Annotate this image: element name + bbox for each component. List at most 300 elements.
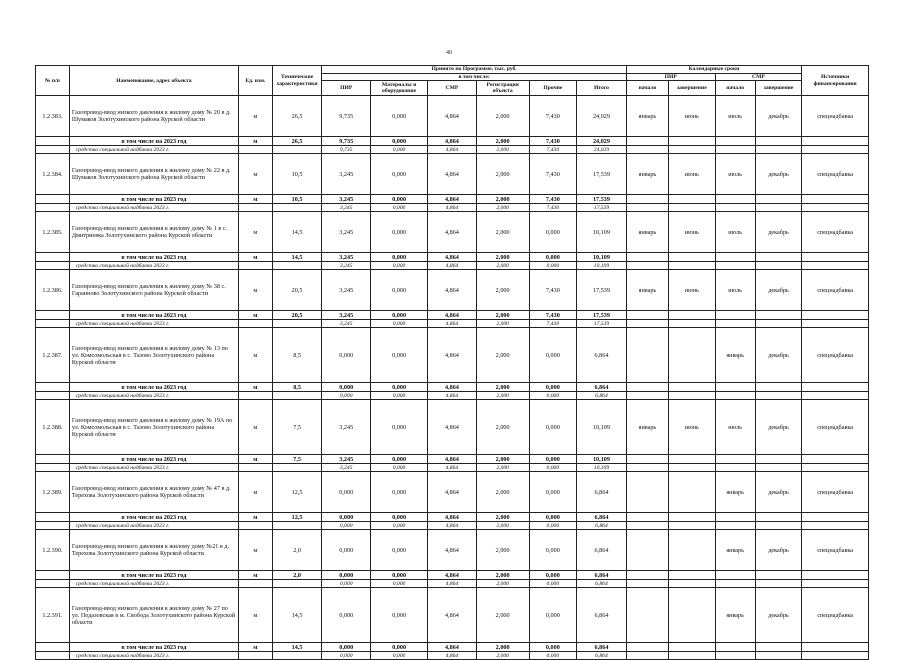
registration-cell: 2,000 bbox=[476, 643, 529, 652]
total-cell: 17,539 bbox=[577, 270, 627, 311]
tech-cell: 26,5 bbox=[272, 96, 322, 137]
table-body bbox=[36, 96, 869, 660]
materials-cell: 0,000 bbox=[371, 212, 428, 253]
smr-cell: 4,864 bbox=[428, 270, 477, 311]
smr-start-cell: январь bbox=[715, 588, 755, 643]
empty-cell bbox=[272, 580, 322, 588]
empty-cell bbox=[36, 652, 70, 660]
materials-cell: 0,000 bbox=[371, 195, 428, 204]
pir-cell: 3,245 bbox=[322, 455, 371, 464]
empty-cell bbox=[802, 320, 869, 328]
program-table bbox=[35, 65, 869, 660]
registration-cell: 2,000 bbox=[476, 513, 529, 522]
table-row bbox=[36, 96, 869, 137]
empty-cell bbox=[238, 320, 272, 328]
subtotal-row bbox=[36, 455, 869, 464]
registration-cell: 2,000 bbox=[476, 137, 529, 146]
empty-cell bbox=[755, 522, 802, 530]
other-cell: 0,000 bbox=[529, 513, 577, 522]
empty-cell bbox=[626, 311, 668, 320]
pir-cell: 0,000 bbox=[322, 522, 371, 530]
tech-cell: 7,5 bbox=[272, 400, 322, 455]
smr-cell: 4,864 bbox=[428, 643, 477, 652]
empty-cell bbox=[802, 455, 869, 464]
other-cell: 0,000 bbox=[529, 400, 577, 455]
unit-cell: м bbox=[238, 195, 272, 204]
pir-cell: 3,245 bbox=[322, 320, 371, 328]
empty-cell bbox=[626, 204, 668, 212]
unit-cell: м bbox=[238, 328, 272, 383]
funding-label: средства специальной надбавки 2023 г. bbox=[69, 262, 238, 270]
registration-cell: 2,000 bbox=[476, 652, 529, 660]
row-number: 1.2.384. bbox=[36, 154, 70, 195]
smr-end-cell: декабрь bbox=[755, 328, 802, 383]
tech-cell: 20,5 bbox=[272, 270, 322, 311]
empty-cell bbox=[755, 311, 802, 320]
unit-cell: м bbox=[238, 472, 272, 513]
object-name: Газопровод-ввод низкого давления к жилому дому № 1 в с. Дмитриевка Золотухинского района Курской области bbox=[69, 212, 238, 253]
empty-cell bbox=[755, 146, 802, 154]
empty-cell bbox=[36, 204, 70, 212]
subtotal-label: в том числе на 2023 год bbox=[69, 455, 238, 464]
empty-cell bbox=[238, 146, 272, 154]
smr-start-cell: июль bbox=[715, 400, 755, 455]
subtotal-label: в том числе на 2023 год bbox=[69, 383, 238, 392]
empty-cell bbox=[755, 137, 802, 146]
other-cell: 0,000 bbox=[529, 522, 577, 530]
pir-cell: 3,245 bbox=[322, 262, 371, 270]
registration-cell: 2,000 bbox=[476, 311, 529, 320]
other-cell: 7,430 bbox=[529, 146, 577, 154]
tech-cell: 14,5 bbox=[272, 588, 322, 643]
row-number: 1.2.391. bbox=[36, 588, 70, 643]
materials-cell: 0,000 bbox=[371, 643, 428, 652]
pir-end-cell: июнь bbox=[669, 270, 716, 311]
empty-cell bbox=[715, 580, 755, 588]
subtotal-label: в том числе на 2023 год bbox=[69, 643, 238, 652]
col-materials: Материалы и оборудование bbox=[371, 81, 428, 96]
empty-cell bbox=[802, 383, 869, 392]
table-row bbox=[36, 530, 869, 571]
pir-end-cell: июнь bbox=[669, 96, 716, 137]
empty-cell bbox=[755, 320, 802, 328]
col-pir: ПИР bbox=[322, 81, 371, 96]
tech-cell: 12,5 bbox=[272, 472, 322, 513]
object-name: Газопровод-ввод низкого давления к жилому дому № 47 в д. Терехова Золотухинского района Курской области bbox=[69, 472, 238, 513]
empty-cell bbox=[36, 522, 70, 530]
pir-cell: 3,245 bbox=[322, 270, 371, 311]
smr-cell: 4,864 bbox=[428, 464, 477, 472]
smr-cell: 4,864 bbox=[428, 400, 477, 455]
empty-cell bbox=[272, 392, 322, 400]
registration-cell: 2,000 bbox=[476, 154, 529, 195]
total-cell: 6,864 bbox=[577, 571, 627, 580]
registration-cell: 2,000 bbox=[476, 96, 529, 137]
total-cell: 10,109 bbox=[577, 212, 627, 253]
pir-end-cell: июнь bbox=[669, 154, 716, 195]
pir-end-cell bbox=[669, 588, 716, 643]
registration-cell: 2,000 bbox=[476, 270, 529, 311]
row-number: 1.2.386. bbox=[36, 270, 70, 311]
table-row bbox=[36, 154, 869, 195]
col-pir-end: завершение bbox=[669, 81, 716, 96]
col-including: в том числе: bbox=[322, 74, 626, 81]
smr-cell: 4,864 bbox=[428, 262, 477, 270]
other-cell: 0,000 bbox=[529, 392, 577, 400]
smr-cell: 4,864 bbox=[428, 320, 477, 328]
empty-cell bbox=[36, 571, 70, 580]
tech-cell: 12,5 bbox=[272, 513, 322, 522]
unit-cell: м bbox=[238, 588, 272, 643]
materials-cell: 0,000 bbox=[371, 513, 428, 522]
empty-cell bbox=[715, 522, 755, 530]
col-source: Источники финансирования bbox=[802, 66, 869, 96]
smr-cell: 4,864 bbox=[428, 137, 477, 146]
col-num: № п/п bbox=[36, 66, 70, 96]
empty-cell bbox=[626, 571, 668, 580]
pir-cell: 0,000 bbox=[322, 530, 371, 571]
smr-end-cell: декабрь bbox=[755, 212, 802, 253]
empty-cell bbox=[272, 262, 322, 270]
empty-cell bbox=[272, 464, 322, 472]
pir-start-cell: январь bbox=[626, 212, 668, 253]
empty-cell bbox=[272, 146, 322, 154]
other-cell: 0,000 bbox=[529, 472, 577, 513]
empty-cell bbox=[715, 311, 755, 320]
empty-cell bbox=[272, 522, 322, 530]
empty-cell bbox=[802, 137, 869, 146]
empty-cell bbox=[272, 204, 322, 212]
empty-cell bbox=[802, 652, 869, 660]
table-row bbox=[36, 472, 869, 513]
table-row bbox=[36, 270, 869, 311]
object-name: Газопровод-ввод низкого давления к жилому дому № 27 по ул. Подазовская в м. Свобода Золотухинского района Курской области bbox=[69, 588, 238, 643]
empty-cell bbox=[626, 522, 668, 530]
row-number: 1.2.387. bbox=[36, 328, 70, 383]
object-name: Газопровод-ввод низкого давления к жилому дому № 20 в д. Шумаков Золотухинского района Курской области bbox=[69, 96, 238, 137]
funding-label: средства специальной надбавки 2023 г. bbox=[69, 464, 238, 472]
empty-cell bbox=[626, 455, 668, 464]
empty-cell bbox=[626, 643, 668, 652]
pir-start-cell bbox=[626, 328, 668, 383]
materials-cell: 0,000 bbox=[371, 328, 428, 383]
empty-cell bbox=[755, 383, 802, 392]
empty-cell bbox=[802, 580, 869, 588]
smr-cell: 4,864 bbox=[428, 580, 477, 588]
other-cell: 0,000 bbox=[529, 588, 577, 643]
smr-cell: 4,864 bbox=[428, 383, 477, 392]
materials-cell: 0,000 bbox=[371, 464, 428, 472]
empty-cell bbox=[669, 195, 716, 204]
subtotal-row bbox=[36, 253, 869, 262]
funding-row bbox=[36, 464, 869, 472]
empty-cell bbox=[755, 652, 802, 660]
empty-cell bbox=[802, 571, 869, 580]
col-total: Итого bbox=[577, 81, 627, 96]
total-cell: 6,864 bbox=[577, 513, 627, 522]
object-name: Газопровод-ввод низкого давления к жилому дому № 22 в д. Шумаков Золотухинского района Курской области bbox=[69, 154, 238, 195]
other-cell: 7,430 bbox=[529, 311, 577, 320]
subtotal-label: в том числе на 2023 год bbox=[69, 513, 238, 522]
total-cell: 6,864 bbox=[577, 522, 627, 530]
tech-cell: 14,5 bbox=[272, 253, 322, 262]
smr-end-cell: декабрь bbox=[755, 472, 802, 513]
table-row bbox=[36, 328, 869, 383]
empty-cell bbox=[238, 392, 272, 400]
unit-cell: м bbox=[238, 400, 272, 455]
empty-cell bbox=[238, 204, 272, 212]
col-smr-end: завершение bbox=[755, 81, 802, 96]
empty-cell bbox=[238, 652, 272, 660]
materials-cell: 0,000 bbox=[371, 580, 428, 588]
col-smr: СМР bbox=[428, 81, 477, 96]
col-tech: Технические характеристики bbox=[272, 66, 322, 96]
registration-cell: 2,000 bbox=[476, 588, 529, 643]
source-cell: спецнадбавка bbox=[802, 328, 869, 383]
registration-cell: 2,000 bbox=[476, 530, 529, 571]
subtotal-row bbox=[36, 643, 869, 652]
materials-cell: 0,000 bbox=[371, 137, 428, 146]
col-unit: Ед. изм. bbox=[238, 66, 272, 96]
smr-end-cell: декабрь bbox=[755, 530, 802, 571]
total-cell: 6,864 bbox=[577, 580, 627, 588]
empty-cell bbox=[669, 643, 716, 652]
funding-label: средства специальной надбавки 2023 г. bbox=[69, 580, 238, 588]
tech-cell: 14,5 bbox=[272, 212, 322, 253]
tech-cell: 10,5 bbox=[272, 154, 322, 195]
other-cell: 0,000 bbox=[529, 253, 577, 262]
empty-cell bbox=[802, 204, 869, 212]
col-schedule: Календарные сроки bbox=[626, 66, 801, 74]
empty-cell bbox=[802, 643, 869, 652]
pir-start-cell: январь bbox=[626, 96, 668, 137]
empty-cell bbox=[669, 262, 716, 270]
total-cell: 6,864 bbox=[577, 530, 627, 571]
smr-cell: 4,864 bbox=[428, 96, 477, 137]
empty-cell bbox=[36, 455, 70, 464]
empty-cell bbox=[755, 464, 802, 472]
tech-cell: 20,5 bbox=[272, 311, 322, 320]
empty-cell bbox=[626, 262, 668, 270]
empty-cell bbox=[755, 195, 802, 204]
source-cell: спецнадбавка bbox=[802, 472, 869, 513]
pir-end-cell bbox=[669, 472, 716, 513]
empty-cell bbox=[36, 137, 70, 146]
pir-cell: 3,245 bbox=[322, 400, 371, 455]
other-cell: 0,000 bbox=[529, 212, 577, 253]
empty-cell bbox=[802, 513, 869, 522]
other-cell: 7,430 bbox=[529, 96, 577, 137]
pir-end-cell bbox=[669, 328, 716, 383]
smr-start-cell: июль bbox=[715, 212, 755, 253]
funding-label: средства специальной надбавки 2023 г. bbox=[69, 146, 238, 154]
materials-cell: 0,000 bbox=[371, 652, 428, 660]
empty-cell bbox=[715, 464, 755, 472]
empty-cell bbox=[36, 580, 70, 588]
materials-cell: 0,000 bbox=[371, 588, 428, 643]
empty-cell bbox=[626, 146, 668, 154]
smr-end-cell: декабрь bbox=[755, 96, 802, 137]
row-number: 1.2.390. bbox=[36, 530, 70, 571]
materials-cell: 0,000 bbox=[371, 383, 428, 392]
unit-cell: м bbox=[238, 137, 272, 146]
pir-end-cell: июнь bbox=[669, 400, 716, 455]
empty-cell bbox=[626, 320, 668, 328]
materials-cell: 0,000 bbox=[371, 455, 428, 464]
empty-cell bbox=[715, 253, 755, 262]
total-cell: 10,109 bbox=[577, 400, 627, 455]
registration-cell: 2,000 bbox=[476, 204, 529, 212]
source-cell: спецнадбавка bbox=[802, 212, 869, 253]
col-pir-start: начало bbox=[626, 81, 668, 96]
materials-cell: 0,000 bbox=[371, 400, 428, 455]
pir-cell: 0,000 bbox=[322, 383, 371, 392]
empty-cell bbox=[802, 195, 869, 204]
row-number: 1.2.389. bbox=[36, 472, 70, 513]
unit-cell: м bbox=[238, 253, 272, 262]
empty-cell bbox=[715, 195, 755, 204]
materials-cell: 0,000 bbox=[371, 253, 428, 262]
tech-cell: 14,5 bbox=[272, 643, 322, 652]
unit-cell: м bbox=[238, 643, 272, 652]
table-row bbox=[36, 400, 869, 455]
unit-cell: м bbox=[238, 212, 272, 253]
pir-cell: 3,245 bbox=[322, 311, 371, 320]
tech-cell: 8,5 bbox=[272, 383, 322, 392]
materials-cell: 0,000 bbox=[371, 320, 428, 328]
row-number: 1.2.385. bbox=[36, 212, 70, 253]
registration-cell: 2,000 bbox=[476, 580, 529, 588]
table-row bbox=[36, 588, 869, 643]
smr-start-cell: июль bbox=[715, 154, 755, 195]
tech-cell: 26,5 bbox=[272, 137, 322, 146]
other-cell: 0,000 bbox=[529, 530, 577, 571]
registration-cell: 2,000 bbox=[476, 146, 529, 154]
other-cell: 7,430 bbox=[529, 195, 577, 204]
empty-cell bbox=[802, 262, 869, 270]
empty-cell bbox=[715, 455, 755, 464]
source-cell: спецнадбавка bbox=[802, 588, 869, 643]
subtotal-row bbox=[36, 383, 869, 392]
pir-cell: 0,000 bbox=[322, 571, 371, 580]
empty-cell bbox=[669, 580, 716, 588]
subtotal-label: в том числе на 2023 год bbox=[69, 253, 238, 262]
col-smr-start: начало bbox=[715, 81, 755, 96]
registration-cell: 2,000 bbox=[476, 253, 529, 262]
smr-start-cell: январь bbox=[715, 530, 755, 571]
other-cell: 0,000 bbox=[529, 652, 577, 660]
total-cell: 17,539 bbox=[577, 195, 627, 204]
unit-cell: м bbox=[238, 571, 272, 580]
subtotal-label: в том числе на 2023 год bbox=[69, 571, 238, 580]
empty-cell bbox=[626, 580, 668, 588]
empty-cell bbox=[715, 137, 755, 146]
total-cell: 6,864 bbox=[577, 328, 627, 383]
registration-cell: 2,000 bbox=[476, 195, 529, 204]
pir-cell: 0,000 bbox=[322, 392, 371, 400]
total-cell: 24,029 bbox=[577, 137, 627, 146]
empty-cell bbox=[669, 204, 716, 212]
pir-cell: 0,000 bbox=[322, 588, 371, 643]
smr-cell: 4,864 bbox=[428, 571, 477, 580]
empty-cell bbox=[755, 204, 802, 212]
materials-cell: 0,000 bbox=[371, 146, 428, 154]
col-registration: Регистрация объекта bbox=[476, 81, 529, 96]
unit-cell: м bbox=[238, 530, 272, 571]
empty-cell bbox=[669, 513, 716, 522]
empty-cell bbox=[36, 311, 70, 320]
other-cell: 0,000 bbox=[529, 643, 577, 652]
total-cell: 10,109 bbox=[577, 464, 627, 472]
funding-row bbox=[36, 146, 869, 154]
total-cell: 10,109 bbox=[577, 455, 627, 464]
total-cell: 6,864 bbox=[577, 383, 627, 392]
funding-label: средства специальной надбавки 2023 г. bbox=[69, 652, 238, 660]
empty-cell bbox=[626, 513, 668, 522]
pir-start-cell bbox=[626, 588, 668, 643]
smr-start-cell: июль bbox=[715, 96, 755, 137]
pir-cell: 3,245 bbox=[322, 253, 371, 262]
unit-cell: м bbox=[238, 455, 272, 464]
other-cell: 7,430 bbox=[529, 204, 577, 212]
empty-cell bbox=[669, 253, 716, 262]
empty-cell bbox=[626, 195, 668, 204]
pir-start-cell: январь bbox=[626, 270, 668, 311]
empty-cell bbox=[272, 320, 322, 328]
total-cell: 6,864 bbox=[577, 652, 627, 660]
empty-cell bbox=[715, 571, 755, 580]
pir-cell: 0,000 bbox=[322, 328, 371, 383]
empty-cell bbox=[755, 571, 802, 580]
smr-cell: 4,864 bbox=[428, 311, 477, 320]
object-name: Газопровод-ввод низкого давления к жилому дому № 13 по ул. Комсомольская в с. Тазово Золотухинского района Курской области bbox=[69, 328, 238, 383]
col-sched-pir: ПИР bbox=[626, 74, 715, 81]
col-other: Прочие bbox=[529, 81, 577, 96]
empty-cell bbox=[626, 464, 668, 472]
empty-cell bbox=[626, 383, 668, 392]
registration-cell: 2,000 bbox=[476, 392, 529, 400]
registration-cell: 2,000 bbox=[476, 383, 529, 392]
unit-cell: м bbox=[238, 96, 272, 137]
source-cell: спецнадбавка bbox=[802, 154, 869, 195]
subtotal-label: в том числе на 2023 год bbox=[69, 311, 238, 320]
other-cell: 0,000 bbox=[529, 328, 577, 383]
pir-cell: 0,000 bbox=[322, 643, 371, 652]
materials-cell: 0,000 bbox=[371, 472, 428, 513]
total-cell: 17,539 bbox=[577, 154, 627, 195]
empty-cell bbox=[36, 253, 70, 262]
total-cell: 17,539 bbox=[577, 204, 627, 212]
materials-cell: 0,000 bbox=[371, 522, 428, 530]
object-name: Газопровод-ввод низкого давления к жилому дому №21 в д. Терехова Золотухинского района Курской области bbox=[69, 530, 238, 571]
empty-cell bbox=[36, 320, 70, 328]
pir-cell: 0,000 bbox=[322, 580, 371, 588]
tech-cell: 2,0 bbox=[272, 571, 322, 580]
materials-cell: 0,000 bbox=[371, 270, 428, 311]
smr-start-cell: июль bbox=[715, 270, 755, 311]
empty-cell bbox=[626, 652, 668, 660]
other-cell: 7,430 bbox=[529, 270, 577, 311]
tech-cell: 2,0 bbox=[272, 530, 322, 571]
smr-start-cell: январь bbox=[715, 328, 755, 383]
other-cell: 0,000 bbox=[529, 580, 577, 588]
source-cell: спецнадбавка bbox=[802, 400, 869, 455]
pir-cell: 9,735 bbox=[322, 96, 371, 137]
registration-cell: 2,000 bbox=[476, 400, 529, 455]
empty-cell bbox=[715, 262, 755, 270]
col-accepted: Принято по Программе, тыс. руб. bbox=[322, 66, 626, 74]
registration-cell: 2,000 bbox=[476, 262, 529, 270]
